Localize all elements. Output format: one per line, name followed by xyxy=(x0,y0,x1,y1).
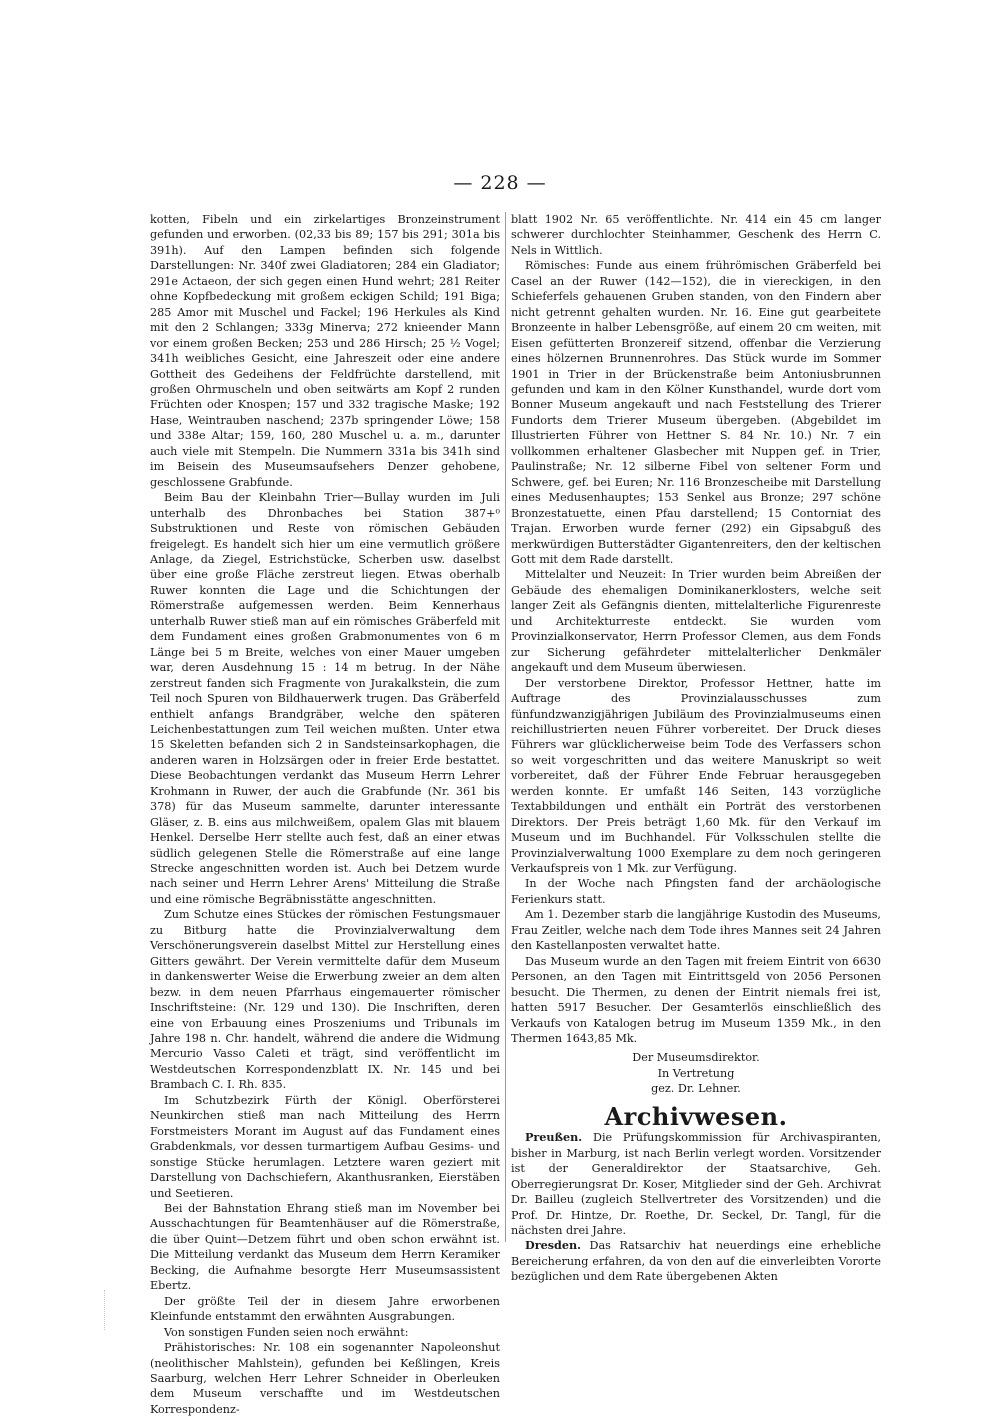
right-paragraph-dresden xyxy=(511,1238,881,1284)
left-paragraph-neunkirchen: Im Schutzbezirk Fürth der Königl. Oberförsterei Neunkirchen stieß man nach Mitteilung des Herrn Forstmeisters Morant im August auf das Fundament eines Grabdenkmals, vor dessen turmartigem Aufbau Gesims- und sonstige Stücke herumlagen. Letztere waren geziert mit Darstellung von Dachschiefern, Akanthusranken, Eierstäben und Seetieren. xyxy=(150,1093,500,1200)
section-heading-archivwesen: Archivwesen. xyxy=(604,1101,788,1131)
signature-director: Der Museumsdirektor. xyxy=(632,1051,760,1065)
page-number: — 228 — xyxy=(453,172,547,194)
left-paragraph-ehrang: Bei der Bahnstation Ehrang stieß man im November bei Ausschachtungen für Beamtenhäuser auf die Römerstraße, die über Quint—Detzem führt und oben schon erwähnt ist. Die Mitteilung verdankt das Museum dem Herrn Keramiker Becking, die Aufnahme besorgte Herr Museumsassistent Ebertz. xyxy=(150,1202,500,1293)
right-paragraph-steinhammer: blatt 1902 Nr. 65 veröffentlichte. Nr. 414 ein 45 cm langer schwerer durchlochter Steinhammer, Geschenk des Herrn C. Nels in Wittlich. xyxy=(511,213,881,257)
left-column xyxy=(150,212,500,1416)
signature-lehner: gez. Dr. Lehner. xyxy=(651,1082,741,1096)
left-paragraph-kleinfunde: Der größte Teil der in diesem Jahre erworbenen Kleinfunde entstammt den erwähnten Ausgrabungen. xyxy=(150,1294,500,1324)
right-paragraph-ferienkurs: In der Woche nach Pfingsten fand der archäologische Ferienkurs statt. xyxy=(511,877,881,906)
left-paragraph-sonstige: Von sonstigen Funden seien noch erwähnt: xyxy=(164,1325,409,1339)
left-paragraph-bitburg: Zum Schutze eines Stückes der römischen Festungsmauer zu Bitburg hatte die Provinzialverwaltung dem Verschönerungsverein daselbst Mittel zur Herstellung eines Gitters gewährt. Der Verein vermittelte dafür dem Museum in dankenswerter Weise die Erwerbung zweier an dem alten bezw. in dem neuen Pfarrhaus eingemauerter römischer Inschriftsteine: (Nr. 129 und 130). Die Inschriften, deren eine von Erbauung eines Proszeniums und Tribunals im Jahre 198 n. Chr. handelt, während die andere die Widmung Mercurio Vasso Caleti et trägt, sind veröffentlicht im Westdeutschen Korrespondenzblatt IX. Nr. 145 und bei Brambach C. I. Rh. 835. xyxy=(150,908,500,1092)
text-dresden: Das Ratsarchiv hat neuerdings eine erhebliche Bereicherung erfahren, da von den auf die einverleibten Vororte bezüglichen und dem Rate übergebenen Akten xyxy=(511,1239,881,1284)
lead-preussen: Preußen. xyxy=(525,1130,583,1145)
right-paragraph-roemisches: Römisches: Funde aus einem frührömischen Gräberfeld bei Casel an der Ruwer (142—152), die in viereckigen, in den Schieferfels gehauenen Gruben standen, von den Findern aber nicht getrennt gehalten wurden. Nr. 16. Eine gut gearbeitete Bronzeente in halber Lebensgröße, auf einem 20 cm weiten, mit Eisen gefütterten Bronzereif sitzend, offenbar die Verzierung eines hölzernen Brunnenrohres. Das Stück wurde im Sommer 1901 in Trier in der Brückenstraße beim Antoniusbrunnen gefunden und kam in den Kölner Kunsthandel, wurde dort vom Bonner Museum angekauft und nach Feststellung des Trierer Fundorts dem Trierer Museum übergeben. (Abgebildet im Illustrierten Führer von Hettner S. 84 Nr. 10.) Nr. 7 ein vollkommen erhaltener Glasbecher mit Nuppen gef. in Trier, Paulinstraße; Nr. 12 silberne Fibel von seltener Form und Schwere, gef. bei Euren; Nr. 116 Bronzescheibe mit Darstellung eines Medusenhauptes; 153 Senkel aus Bronze; 297 schöne Bronzestatuette, einen Pfau darstellend; 15 Contorniat des Trajan. Erworben wurde ferner (292) ein Gipsabguß des merkwürdigen Butterstädter Gigantenreiters, den der keltischen Gott mit dem Rade darstellt. xyxy=(511,259,881,566)
right-paragraph-mittelalter: Mittelalter und Neuzeit: In Trier wurden beim Abreißen der Gebäude des ehemaligen Dominikanerklosters, welche seit langer Zeit als Gefängnis dienten, mittelalterliche Figurenreste und Architekturreste entdeckt. Sie wurden vom Provinzialkonservator, Herrn Professor Clemen, aus dem Fonds zur Sicherung gefährdeter mittelalterlicher Denkmäler angekauft und dem Museum überwiesen. xyxy=(511,568,881,675)
column-divider xyxy=(505,212,506,1242)
right-paragraph-kustodin: Am 1. Dezember starb die langjährige Kustodin des Museums, Frau Zeitler, welche nach dem Tode ihres Mannes seit 24 Jahren den Kastellanposten verwaltet hatte. xyxy=(511,908,881,953)
right-paragraph-besucher: Das Museum wurde an den Tagen mit freiem Eintrit von 6630 Personen, an den Tagen mit Eintrittsgeld von 2056 Personen besucht. Die Thermen, zu denen der Eintrit niemals frei ist, hatten 5917 Besucher. Der Gesamterlös einschließlich des Verkaufs von Katalogen betrug im Museum 1359 Mk., in den Thermen 1643,85 Mk. xyxy=(511,954,881,1046)
left-paragraph-lamps: kotten, Fibeln und ein zirkelartiges Bronzeinstrument gefunden und erworben. (02,33 bis 89; 157 bis 291; 301a bis 391h). Auf den Lampen befinden sich folgende Darstellungen: Nr. 340f zwei Gladiatoren; 284 ein Gladiator; 291e Actaeon, der sich gegen einen Hund wehrt; 281 Reiter ohne Kopfbedeckung mit großem eckigen Schild; 191 Biga; 285 Amor mit Muschel und Fackel; 196 Herkules als Kind mit den 2 Schlangen; 333g Minerva; 272 knieender Mann vor einem großen Becken; 253 und 286 Hirsch; 25 ½ Vogel; 341h weibliches Gesicht, eine Jahreszeit oder eine andere Gottheit des Gedeihens der Feldfrüchte darstellend, mit großen Ohrmuscheln und oben seitwärts am Kopf 2 runden Früchten oder Knospen; 157 und 332 tragische Maske; 192 Hase, Weintrauben naschend; 237b springender Löwe; 158 und 338e Altar; 159, 160, 280 Muschel u. a. m., darunter auch viele mit Stempeln. Die Nummern 331a bis 341h sind im Beisein des Museumsaufsehers Denzer gehobene, geschlossene Grabfunde. xyxy=(150,213,500,489)
right-paragraph-fuehrer: Der verstorbene Direktor, Professor Hettner, hatte im Auftrage des Provinzialausschusses zum fünfundzwanzigjährigen Jubiläum des Provinzialmuseums einen reichillustrierten neuen Führer vorbereitet. Der Druck dieses Führers war glücklicherweise beim Tode des Verfassers schon so weit vorgeschritten und das weitere Manuskript so weit vorbereitet, daß der Führer Ende Februar herausgegeben werden konnte. Er umfaßt 146 Seiten, 143 vorzügliche Textabbildungen und enthält ein Porträt des verstorbenen Direktors. Der Preis beträgt 1,60 Mk. für den Verkauf im Museum und im Buchhandel. Für Volksschulen stellte die Provinzialverwaltung 1000 Exemplare zu dem noch geringeren Verkaufspreis von 1 Mk. zur Verfügung. xyxy=(511,676,881,876)
right-column xyxy=(511,212,881,1284)
margin-mark xyxy=(104,1290,105,1330)
text-preussen: Die Prüfungskommission für Archivaspiranten, bisher in Marburg, ist nach Berlin verlegt worden. Vorsitzender ist der Generaldirektor der Staatsarchive, Geh. Oberregierungsrat Dr. Koser, Mitglieder sind der Geh. Archivrat Dr. Bailleu (zugleich Stellvertreter des Vorsitzenden) und die Prof. Dr. Hintze, Dr. Roethe, Dr. Seckel, Dr. Tangl, für die nächsten drei Jahre. xyxy=(511,1131,881,1237)
signature-vertretung: In Vertretung xyxy=(657,1066,735,1080)
right-paragraph-preussen xyxy=(511,1130,881,1238)
left-paragraph-kleinbahn: Beim Bau der Kleinbahn Trier—Bullay wurden im Juli unterhalb des Dhronbaches bei Station 387+⁰ Substruktionen und Reste von römischen Gebäuden freigelegt. Es handelt sich hier um eine vermutlich größere Anlage, da Ziegel, Estrichstücke, Scherben usw. daselbst über eine große Fläche zerstreut liegen. Etwas oberhalb Ruwer konnten die Lage und die Schichtungen der Römerstraße aufgemessen werden. Beim Kennerhaus unterhalb Ruwer stieß man auf ein römisches Gräberfeld mit dem Fundament eines großen Grabmonumentes von 6 m Länge bei 5 m Breite, welches von einer Mauer umgeben war, deren Ausdehnung 15 : 14 m betrug. In der Nähe zerstreut fanden sich Fragmente von Jurakalkstein, die zum Teil noch Spuren von Bildhauerwerk trugen. Das Gräberfeld enthielt anfangs Brandgräber, welche den späteren Leichenbestattungen zum Teil weichen mußten. Unter etwa 15 Skeletten befanden sich 2 in Sandsteinsarkophagen, die anderen waren in Holzsärgen oder in freier Erde bestattet. Diese Beobachtungen verdankt das Museum Herrn Lehrer Krohmann in Ruwer, der auch die Grabfunde (Nr. 361 bis 378) für das Museum sammelte, darunter interessante Gläser, z. B. eins aus milchweißem, opalem Glas mit blauem Henkel. Derselbe Herr stellte auch fest, daß an einer etwas südlich gelegenen Stelle die Römerstraße auf eine lange Strecke angeschnitten worden ist. Auch bei Detzem wurde nach seiner und Herrn Lehrer Arens' Mitteilung die Straße und eine römische Begräbnisstätte angeschnitten. xyxy=(150,491,500,906)
left-paragraph-praehistorisches: Prähistorisches: Nr. 108 ein sogenannter Napoleonshut (neolithischer Mahlstein), gefunden bei Keßlingen, Kreis Saarburg, welchen Herr Lehrer Schneider in Oberleuken dem Museum verschaffte und im Westdeutschen Korrespondenz- xyxy=(150,1341,500,1416)
lead-dresden: Dresden. xyxy=(525,1238,581,1253)
